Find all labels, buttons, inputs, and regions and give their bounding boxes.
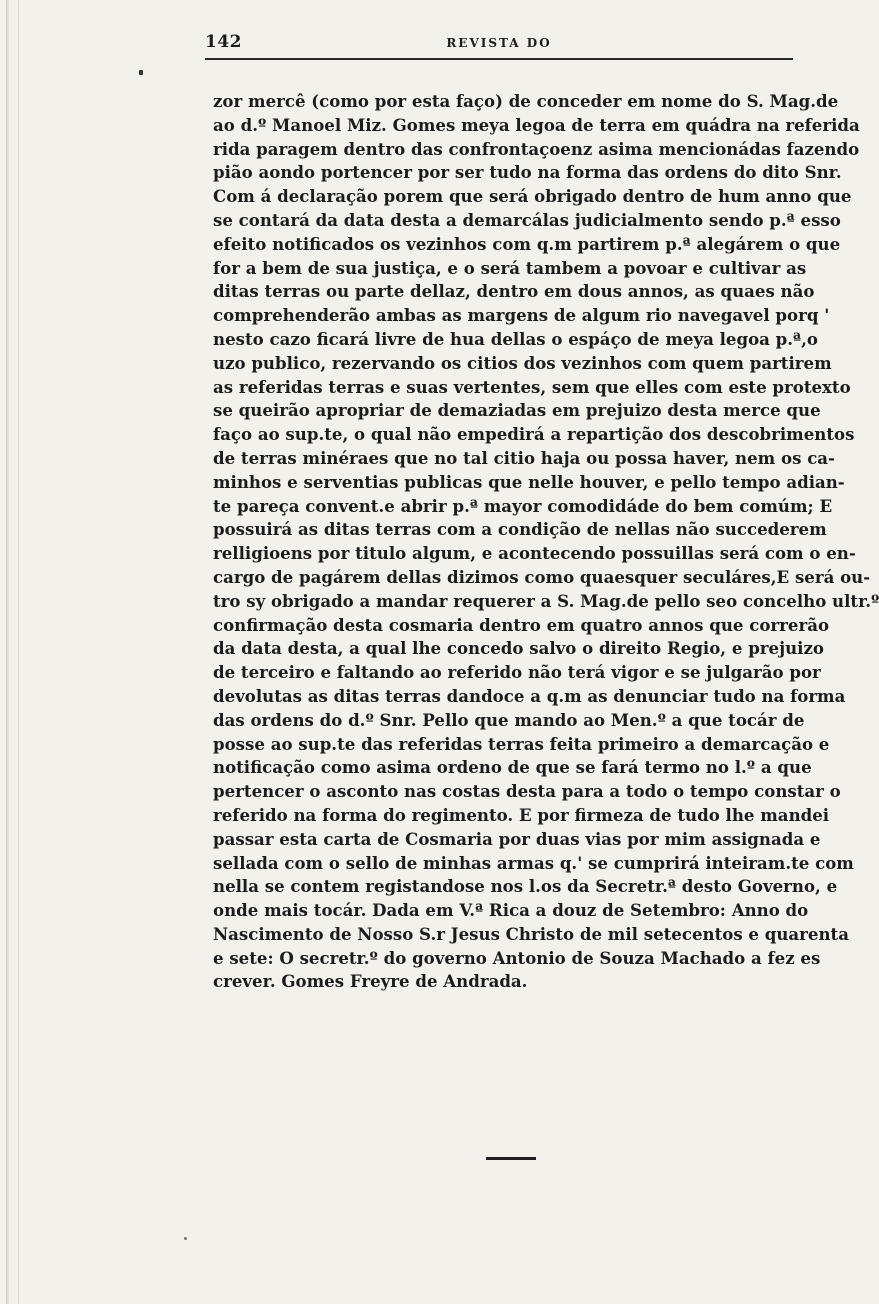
text-line: relligioens por titulo algum, e acontecendo possuillas será com o en-	[213, 543, 856, 564]
text-line: nesto cazo ficará livre de hua dellas o espáço de meya legoa p.ª,o	[213, 328, 818, 349]
text-line: possuirá as ditas terras com a condição de nellas não succederem	[213, 519, 827, 540]
text-line: faço ao sup.te, o qual não empedirá a repartição dos descobrimentos	[213, 424, 855, 445]
text-line: posse ao sup.te das referidas terras feita primeiro a demarcação e	[213, 733, 830, 754]
text-line: confirmação desta cosmaria dentro em quatro annos que correrão	[213, 614, 830, 635]
running-head: REVISTA DO	[446, 36, 552, 50]
text-line: as referidas terras e suas vertentes, sem que elles com este protexto	[213, 376, 851, 397]
document-body	[213, 90, 879, 994]
text-line: efeito notificados os vezinhos com q.m partirem p.ª alegárem o que	[213, 233, 841, 254]
text-line: Com á declaração porem que será obrigado dentro de hum anno que	[213, 186, 852, 207]
text-line: rida paragem dentro das confrontaçoenz asima mencionádas fazendo	[213, 138, 860, 159]
text-line: pião aondo portencer por ser tudo na forma das ordens do dito Snr.	[213, 162, 842, 183]
text-line: Nascimento de Nosso S.r Jesus Christo de mil setecentos e quarenta	[213, 923, 849, 944]
page-header	[205, 28, 793, 60]
text-line: uzo publico, rezervando os citios dos vezinhos com quem partirem	[213, 352, 832, 373]
end-rule	[486, 1157, 536, 1160]
text-line: notificação como asima ordeno de que se fará termo no l.º a que	[213, 757, 812, 778]
text-line: minhos e serventias publicas que nelle houver, e pello tempo adian-	[213, 471, 845, 492]
page-edge	[6, 0, 9, 1304]
text-line: ao d.º Manoel Miz. Gomes meya legoa de terra em quádra na referida	[213, 114, 860, 135]
text-line: referido na forma do regimento. E por firmeza de tudo lhe mandei	[213, 804, 830, 825]
text-line: se queirão apropriar de demaziadas em prejuizo desta merce que	[213, 400, 821, 421]
text-line: tro sy obrigado a mandar requerer a S. Mag.de pello seo concelho ultr.º	[213, 590, 879, 611]
text-line: das ordens do d.º Snr. Pello que mando ao Men.º a que tocár de	[213, 709, 805, 730]
margin-speck	[184, 1237, 187, 1240]
text-line: devolutas as ditas terras dandoce a q.m as denunciar tudo na forma	[213, 685, 846, 706]
text-line: comprehenderão ambas as margens de algum rio navegavel porq '	[213, 305, 830, 326]
text-line: sellada com o sello de minhas armas q.' se cumprirá inteiram.te com	[213, 852, 854, 873]
page-number: 142	[205, 32, 242, 52]
text-line: zor mercê (como por esta faço) de conceder em nome do S. Mag.de	[213, 91, 839, 111]
margin-mark	[139, 70, 143, 75]
text-line: ditas terras ou parte dellaz, dentro em dous annos, as quaes não	[213, 281, 815, 302]
page-edge-shadow	[18, 0, 19, 1304]
text-line: nella se contem registandose nos l.os da Secretr.ª desto Governo, e	[213, 876, 838, 897]
text-line: de terras minéraes que no tal citio haja ou possa haver, nem os ca-	[213, 447, 835, 468]
text-line: te pareça convent.e abrir p.ª mayor comodidáde do bem comúm; E	[213, 495, 833, 516]
header-rule	[205, 58, 793, 60]
text-line: da data desta, a qual lhe concedo salvo o direito Regio, e prejuizo	[213, 638, 824, 659]
text-line: se contará da data desta a demarcálas judicialmento sendo p.ª esso	[213, 209, 841, 230]
text-line: for a bem de sua justiça, e o será tambem a povoar e cultivar as	[213, 257, 807, 278]
text-line: crever. Gomes Freyre de Andrada.	[213, 971, 528, 992]
text-line: passar esta carta de Cosmaria por duas vias por mim assignada e	[213, 828, 821, 849]
text-line: de terceiro e faltando ao referido não terá vigor e se julgarão por	[213, 662, 821, 683]
text-line: onde mais tocár. Dada em V.ª Rica a douz de Setembro: Anno do	[213, 900, 809, 921]
text-line: cargo de pagárem dellas dizimos como quaesquer seculáres,E será ou-	[213, 566, 871, 587]
text-line: e sete: O secretr.º do governo Antonio de Souza Machado a fez es	[213, 947, 821, 968]
text-line: pertencer o asconto nas costas desta para a todo o tempo constar o	[213, 781, 841, 802]
